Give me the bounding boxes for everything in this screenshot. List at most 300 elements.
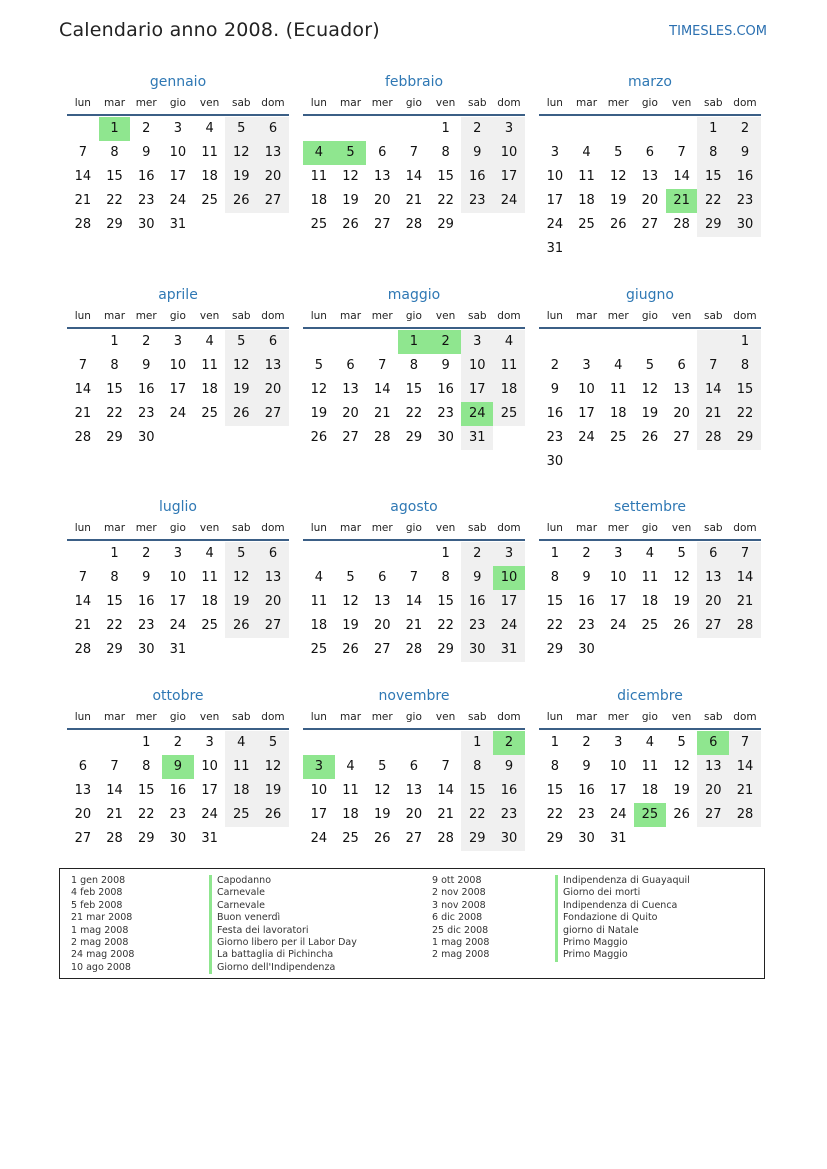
week-row xyxy=(67,426,289,450)
day-cell: 27 xyxy=(373,217,391,232)
week-row xyxy=(539,731,761,755)
month-novembre xyxy=(303,687,525,851)
day-cell: 12 xyxy=(342,594,359,609)
day-cell: 15 xyxy=(437,169,454,184)
day-cell: 10 xyxy=(609,570,627,585)
empty-cell xyxy=(697,827,729,851)
month-luglio xyxy=(67,498,289,662)
empty-cell xyxy=(571,330,603,354)
weekday-label: ven xyxy=(435,711,456,723)
day-cell: 2 xyxy=(142,334,151,349)
holiday-legend xyxy=(59,868,765,979)
week-row xyxy=(67,141,289,165)
day-cell: 30 xyxy=(578,642,595,657)
day-cell: 15 xyxy=(546,594,564,609)
day-cell: 13 xyxy=(342,382,359,397)
legend-date: 6 dic 2008 xyxy=(432,912,483,924)
empty-cell xyxy=(194,213,226,237)
weekday-label: gio xyxy=(169,522,186,534)
empty-cell xyxy=(67,542,99,566)
day-cell: 17 xyxy=(493,165,525,189)
empty-cell xyxy=(634,638,666,662)
empty-cell xyxy=(666,117,698,141)
day-cell: 1 xyxy=(550,546,559,561)
day-cell: 11 xyxy=(641,759,659,774)
day-cell: 15 xyxy=(106,169,123,184)
day-cell: 18 xyxy=(201,594,218,609)
day-cell: 5 xyxy=(677,546,686,561)
day-cell: 21 xyxy=(106,807,123,822)
week-row xyxy=(67,566,289,590)
day-cell: 31 xyxy=(461,426,493,450)
day-cell: 22 xyxy=(137,807,155,822)
day-cell: 12 xyxy=(673,570,690,585)
day-cell: 10 xyxy=(609,759,627,774)
day-cell: 26 xyxy=(641,430,659,445)
legend-date: 1 mag 2008 xyxy=(71,924,129,936)
day-cell: 22 xyxy=(106,406,123,421)
week-row xyxy=(67,614,289,638)
day-cell: 1 xyxy=(99,117,131,141)
week-row xyxy=(303,402,525,426)
week-row xyxy=(303,614,525,638)
day-cell: 25 xyxy=(310,642,328,657)
day-cell: 9 xyxy=(142,358,151,373)
day-cell: 2 xyxy=(550,358,559,373)
day-cell: 28 xyxy=(405,642,423,657)
day-cell: 15 xyxy=(137,783,155,798)
week-row xyxy=(539,189,761,213)
day-cell: 15 xyxy=(106,382,123,397)
legend-holiday-name: Carnevale xyxy=(209,900,357,912)
empty-cell xyxy=(303,542,335,566)
empty-cell xyxy=(539,330,571,354)
day-cell: 16 xyxy=(437,382,454,397)
day-cell: 8 xyxy=(550,759,559,774)
weekday-label: ven xyxy=(199,522,220,534)
weekday-label: mer xyxy=(607,97,629,109)
week-row xyxy=(539,402,761,426)
week-row xyxy=(539,827,761,851)
day-cell: 22 xyxy=(106,618,123,633)
day-cell: 29 xyxy=(437,642,454,657)
day-cell: 18 xyxy=(201,382,218,397)
day-cell: 28 xyxy=(673,217,690,232)
day-cell: 10 xyxy=(169,570,187,585)
day-cell: 14 xyxy=(106,783,123,798)
day-cell: 3 xyxy=(173,334,183,349)
day-cell: 11 xyxy=(310,169,328,184)
day-cell: 28 xyxy=(74,217,92,232)
day-cell: 24 xyxy=(609,807,627,822)
day-cell: 4 xyxy=(205,121,214,136)
day-cell: 14 xyxy=(74,594,92,609)
day-cell: 21 xyxy=(697,402,729,426)
day-cell: 20 xyxy=(257,590,289,614)
week-row xyxy=(67,165,289,189)
day-cell: 13 xyxy=(697,566,729,590)
weekday-label: dom xyxy=(497,522,521,534)
weekday-label: lun xyxy=(74,310,91,322)
day-cell: 27 xyxy=(373,642,391,657)
day-cell: 16 xyxy=(137,594,155,609)
empty-cell xyxy=(634,827,666,851)
day-cell: 12 xyxy=(673,759,690,774)
day-cell: 22 xyxy=(546,807,564,822)
day-cell: 21 xyxy=(405,618,423,633)
day-cell: 1 xyxy=(110,546,119,561)
day-cell: 11 xyxy=(641,570,659,585)
weekday-header xyxy=(539,96,761,116)
day-cell: 27 xyxy=(342,430,359,445)
month-title: agosto xyxy=(390,499,438,515)
empty-cell xyxy=(571,237,603,261)
day-cell: 9 xyxy=(493,755,525,779)
empty-cell xyxy=(335,117,367,141)
week-row xyxy=(539,426,761,450)
legend-holiday-name: Carnevale xyxy=(209,887,357,899)
weekday-label: ven xyxy=(435,310,456,322)
day-cell: 7 xyxy=(78,145,87,160)
day-cell: 13 xyxy=(673,382,690,397)
week-row xyxy=(303,638,525,662)
day-cell: 2 xyxy=(493,731,525,755)
empty-cell xyxy=(493,213,525,237)
day-cell: 9 xyxy=(162,755,194,779)
week-row xyxy=(67,731,289,755)
weekday-label: lun xyxy=(546,711,563,723)
day-cell: 15 xyxy=(697,165,729,189)
week-row xyxy=(303,590,525,614)
day-cell: 5 xyxy=(677,735,686,750)
empty-cell xyxy=(225,827,257,851)
day-cell: 8 xyxy=(110,145,119,160)
weekday-label: ven xyxy=(199,310,220,322)
day-cell: 19 xyxy=(673,783,690,798)
month-title: febbraio xyxy=(384,74,444,90)
day-cell: 30 xyxy=(729,213,761,237)
day-cell: 3 xyxy=(614,546,623,561)
day-cell: 7 xyxy=(78,570,87,585)
site-link[interactable]: TIMESLES.COM xyxy=(669,24,767,39)
day-cell: 4 xyxy=(582,145,591,160)
day-cell: 5 xyxy=(225,330,257,354)
week-row xyxy=(303,378,525,402)
month-title: giugno xyxy=(626,287,674,303)
day-cell: 30 xyxy=(137,217,155,232)
day-cell: 7 xyxy=(441,759,450,774)
day-cell: 24 xyxy=(461,402,493,426)
weekday-label: sab xyxy=(467,310,487,322)
empty-cell xyxy=(67,731,99,755)
day-cell: 29 xyxy=(106,430,123,445)
day-cell: 16 xyxy=(546,406,564,421)
empty-cell xyxy=(225,213,257,237)
weekday-header xyxy=(303,710,525,730)
day-cell: 30 xyxy=(137,430,155,445)
empty-cell xyxy=(335,542,367,566)
day-cell: 17 xyxy=(578,406,595,421)
day-cell: 17 xyxy=(546,193,564,208)
week-row xyxy=(539,590,761,614)
empty-cell xyxy=(602,638,634,662)
week-row xyxy=(67,402,289,426)
day-cell: 17 xyxy=(310,807,328,822)
month-giugno xyxy=(539,286,761,474)
week-row xyxy=(539,117,761,141)
day-cell: 13 xyxy=(257,141,289,165)
day-cell: 24 xyxy=(578,430,595,445)
week-row xyxy=(303,542,525,566)
day-cell: 11 xyxy=(342,783,359,798)
day-cell: 15 xyxy=(461,779,493,803)
day-cell: 3 xyxy=(614,735,623,750)
day-cell: 24 xyxy=(609,618,627,633)
day-cell: 6 xyxy=(697,731,729,755)
weekday-label: dom xyxy=(261,711,285,723)
day-cell: 23 xyxy=(169,807,187,822)
day-cell: 5 xyxy=(225,542,257,566)
day-cell: 11 xyxy=(201,358,218,373)
empty-cell xyxy=(194,638,226,662)
day-cell: 8 xyxy=(441,145,450,160)
day-cell: 8 xyxy=(142,759,151,774)
weekday-header xyxy=(67,96,289,116)
day-cell: 7 xyxy=(729,731,761,755)
weekday-label: dom xyxy=(261,310,285,322)
weekday-label: ven xyxy=(671,711,692,723)
day-cell: 4 xyxy=(645,735,655,750)
empty-cell xyxy=(666,638,698,662)
day-cell: 14 xyxy=(405,169,423,184)
weekday-label: sab xyxy=(703,711,723,723)
month-settembre xyxy=(539,498,761,662)
weekday-label: mer xyxy=(371,310,393,322)
day-cell: 23 xyxy=(461,614,493,638)
weekday-label: lun xyxy=(546,97,563,109)
day-cell: 23 xyxy=(461,189,493,213)
empty-cell xyxy=(335,330,367,354)
empty-cell xyxy=(366,542,398,566)
page-title: Calendario anno 2008. (Ecuador) xyxy=(59,19,380,41)
week-row xyxy=(303,354,525,378)
day-cell: 6 xyxy=(257,542,289,566)
month-title: ottobre xyxy=(152,688,204,704)
legend-holiday-name: Giorno dei morti xyxy=(555,887,690,899)
day-cell: 8 xyxy=(110,570,119,585)
day-cell: 6 xyxy=(346,358,355,373)
weekday-label: mar xyxy=(340,711,362,723)
day-cell: 11 xyxy=(493,354,525,378)
week-row xyxy=(539,803,761,827)
day-cell: 5 xyxy=(346,570,355,585)
day-cell: 21 xyxy=(729,779,761,803)
week-row xyxy=(67,542,289,566)
day-cell: 21 xyxy=(729,590,761,614)
day-cell: 5 xyxy=(378,759,387,774)
legend-date: 5 feb 2008 xyxy=(71,899,123,911)
weekday-label: gio xyxy=(169,310,186,322)
week-row xyxy=(67,803,289,827)
day-cell: 1 xyxy=(441,546,450,561)
weekday-label: lun xyxy=(74,711,91,723)
day-cell: 22 xyxy=(437,193,454,208)
day-cell: 4 xyxy=(493,330,525,354)
day-cell: 29 xyxy=(106,642,123,657)
week-row xyxy=(67,378,289,402)
day-cell: 30 xyxy=(546,454,564,469)
empty-cell xyxy=(366,330,398,354)
day-cell: 21 xyxy=(74,618,92,633)
day-cell: 26 xyxy=(225,189,257,213)
day-cell: 29 xyxy=(405,430,423,445)
day-cell: 3 xyxy=(205,735,214,750)
day-cell: 5 xyxy=(225,117,257,141)
day-cell: 25 xyxy=(201,406,218,421)
week-row xyxy=(303,330,525,354)
day-cell: 20 xyxy=(641,193,659,208)
legend-date: 9 ott 2008 xyxy=(432,875,482,886)
empty-cell xyxy=(99,731,131,755)
day-cell: 1 xyxy=(697,117,729,141)
legend-date: 24 mag 2008 xyxy=(71,949,135,961)
week-row xyxy=(67,330,289,354)
day-cell: 2 xyxy=(142,546,151,561)
month-dicembre xyxy=(539,687,761,851)
day-cell: 14 xyxy=(74,169,92,184)
legend-holiday-name: Buon venerdì xyxy=(209,912,357,924)
empty-cell xyxy=(398,731,430,755)
weekday-label: mar xyxy=(104,522,126,534)
week-row xyxy=(539,213,761,237)
weekday-label: sab xyxy=(467,97,487,109)
day-cell: 6 xyxy=(697,542,729,566)
weekday-label: gio xyxy=(405,310,422,322)
legend-date: 10 ago 2008 xyxy=(71,961,131,973)
weekday-label: mar xyxy=(340,522,362,534)
day-cell: 14 xyxy=(673,169,690,184)
week-row xyxy=(539,614,761,638)
month-febbraio xyxy=(303,73,525,237)
legend-holiday-name: Giorno libero per il Labor Day xyxy=(209,937,357,949)
empty-cell xyxy=(335,731,367,755)
day-cell: 28 xyxy=(697,426,729,450)
legend-date: 21 mar 2008 xyxy=(71,912,133,924)
day-cell: 21 xyxy=(437,807,454,822)
weekday-label: gio xyxy=(405,711,422,723)
day-cell: 27 xyxy=(257,189,289,213)
weekday-label: lun xyxy=(546,310,563,322)
day-cell: 16 xyxy=(493,779,525,803)
day-cell: 7 xyxy=(78,358,87,373)
day-cell: 16 xyxy=(578,783,595,798)
day-cell: 25 xyxy=(225,803,257,827)
day-cell: 1 xyxy=(461,731,493,755)
weekday-label: mer xyxy=(135,97,157,109)
day-cell: 3 xyxy=(582,358,591,373)
day-cell: 13 xyxy=(257,566,289,590)
empty-cell xyxy=(571,450,603,474)
day-cell: 19 xyxy=(225,165,257,189)
legend-names-right xyxy=(555,875,690,962)
weekday-label: sab xyxy=(231,711,251,723)
empty-cell xyxy=(729,638,761,662)
weekday-label: gio xyxy=(641,97,658,109)
legend-dates-right xyxy=(432,875,489,962)
day-cell: 24 xyxy=(546,217,564,232)
day-cell: 28 xyxy=(729,614,761,638)
day-cell: 22 xyxy=(405,406,423,421)
weekday-label: lun xyxy=(74,97,91,109)
day-cell: 27 xyxy=(257,614,289,638)
weekday-label: mer xyxy=(607,711,629,723)
day-cell: 26 xyxy=(609,217,627,232)
day-cell: 28 xyxy=(729,803,761,827)
weekday-label: gio xyxy=(641,711,658,723)
empty-cell xyxy=(697,638,729,662)
day-cell: 10 xyxy=(169,145,187,160)
day-cell: 23 xyxy=(578,618,595,633)
empty-cell xyxy=(303,731,335,755)
week-row xyxy=(303,426,525,450)
day-cell: 11 xyxy=(225,755,257,779)
day-cell: 24 xyxy=(493,614,525,638)
day-cell: 6 xyxy=(645,145,655,160)
legend-dates-left xyxy=(71,875,134,974)
empty-cell xyxy=(194,426,226,450)
day-cell: 27 xyxy=(405,831,423,846)
day-cell: 1 xyxy=(441,121,450,136)
day-cell: 19 xyxy=(225,590,257,614)
day-cell: 27 xyxy=(697,803,729,827)
weekday-label: sab xyxy=(703,522,723,534)
day-cell: 20 xyxy=(697,590,729,614)
month-aprile xyxy=(67,286,289,450)
weekday-label: sab xyxy=(467,711,487,723)
day-cell: 20 xyxy=(405,807,423,822)
day-cell: 2 xyxy=(142,121,151,136)
day-cell: 12 xyxy=(641,382,659,397)
empty-cell xyxy=(634,117,666,141)
day-cell: 23 xyxy=(578,807,595,822)
day-cell: 10 xyxy=(578,382,595,397)
weekday-header xyxy=(303,96,525,116)
day-cell: 18 xyxy=(310,193,328,208)
day-cell: 11 xyxy=(609,382,627,397)
legend-holiday-name: Capodanno xyxy=(209,875,357,887)
weekday-label: mar xyxy=(104,310,126,322)
weekday-label: dom xyxy=(733,310,757,322)
day-cell: 19 xyxy=(641,406,659,421)
empty-cell xyxy=(697,237,729,261)
day-cell: 4 xyxy=(225,731,257,755)
weekday-label: dom xyxy=(733,97,757,109)
day-cell: 25 xyxy=(310,217,328,232)
day-cell: 7 xyxy=(409,145,419,160)
day-cell: 13 xyxy=(373,594,391,609)
day-cell: 19 xyxy=(342,618,359,633)
day-cell: 20 xyxy=(74,807,92,822)
empty-cell xyxy=(729,237,761,261)
day-cell: 25 xyxy=(493,402,525,426)
weekday-header xyxy=(303,309,525,329)
day-cell: 18 xyxy=(342,807,359,822)
weekday-label: mar xyxy=(576,97,598,109)
legend-holiday-name: Indipendenza di Guayaquil xyxy=(555,875,690,887)
day-cell: 23 xyxy=(137,618,155,633)
weekday-label: lun xyxy=(310,711,327,723)
day-cell: 2 xyxy=(582,735,591,750)
